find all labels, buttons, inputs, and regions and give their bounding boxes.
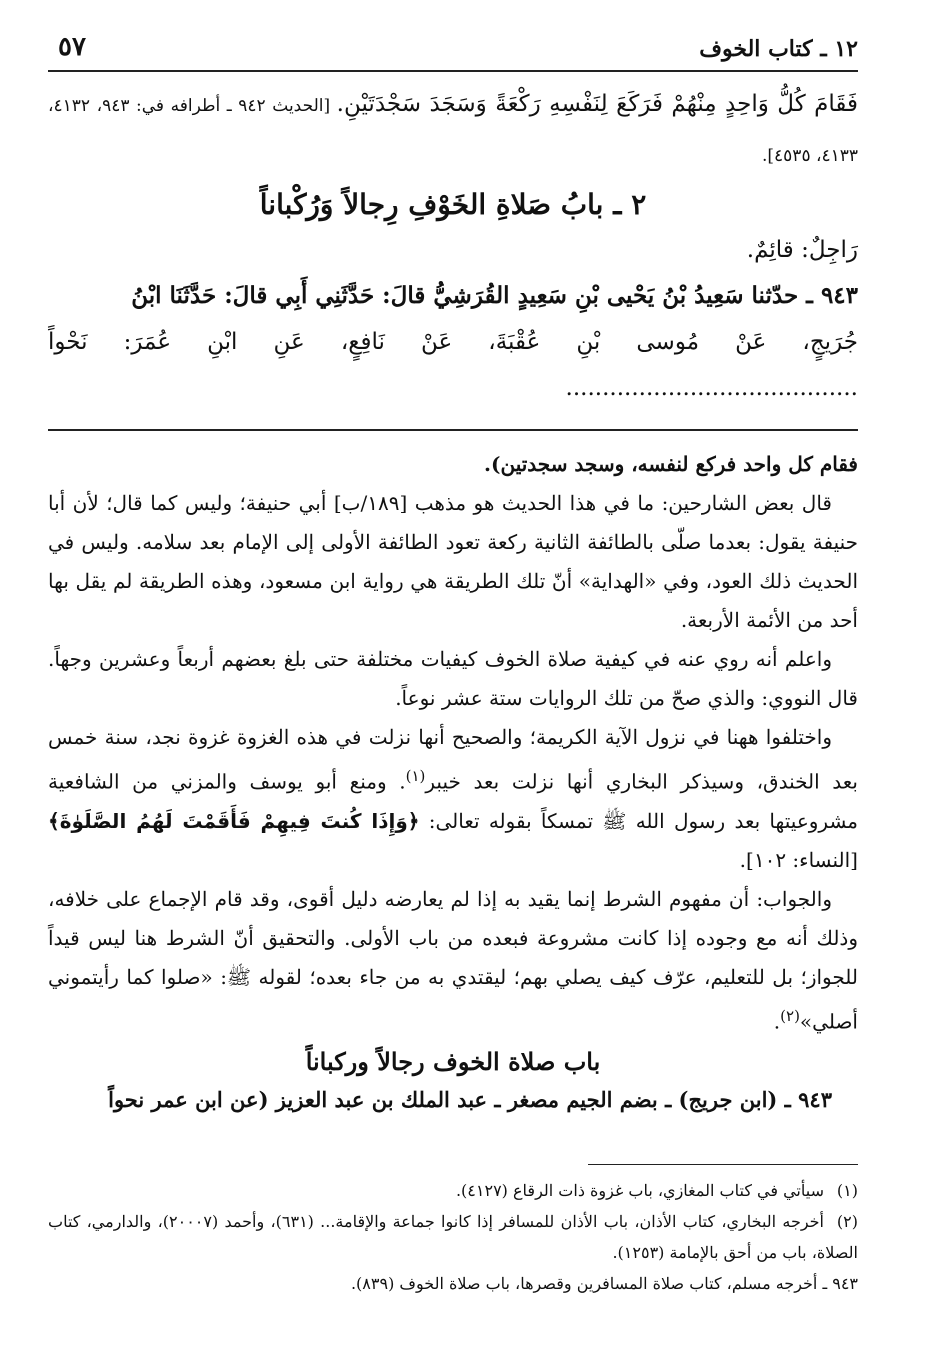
footnote-text: سيأتي في كتاب المغازي، باب غزوة ذات الرقاع (٤١٢٧). [455, 1181, 824, 1201]
chapter-title: ١٢ ـ كتاب الخوف [699, 36, 858, 62]
commentary-paragraph-2: واعلم أنه روي عنه في كيفية صلاة الخوف كيفيات مختلفة حتى بلغ بعضهم أربعاً وعشرين وجهاً. قال النووي: والذي صحّ من تلك الروايات ستة عشر نوعاً. [48, 647, 858, 710]
quran-quote: ﴿وَإِذَا كُنتَ فِيهِمْ فَأَقَمْتَ لَهُمُ الصَّلَوٰةَ﴾ [48, 808, 420, 833]
bab-title: ٢ ـ بابُ صَلاةِ الخَوْفِ رِجالاً وَرُكْباناً [259, 188, 647, 221]
commentary-p3-a: واختلفوا ههنا في نزول الآية الكريمة؛ والصحيح أنها نزلت في هذه الغزوة غزوة نجد، سنة خمس بعد الخندق، وسيذكر البخاري أنها نزلت بعد خيبر [48, 725, 858, 794]
hadith-943-line2-text: جُرَيجٍ، عَنْ مُوسى بْنِ عُقْبَةَ، عَنْ نَافِعٍ، عَنِ ابْنِ عُمَرَ: نَحْواً [48, 329, 858, 355]
footnote-ref-2[interactable]: (٢) [780, 1006, 800, 1025]
commentary-hadith-943: ٩٤٣ ـ (ابن جريج) ـ بضم الجيم مصغر ـ عبد الملك بن عبد العزيز (عن ابن عمر نحواً [108, 1087, 832, 1113]
hadith-943-line1: ٩٤٣ ـ حدّثنا سَعِيدُ بْنُ يَحْيى بْنِ سَعِيدٍ القُرَشِيُّ قالَ: حَدَّثَنِي أَبِي قالَ: حَدَّثَنَا ابْنُ [131, 282, 858, 309]
footnote-number: (١) [836, 1181, 858, 1201]
hadith-942-text: فَقَامَ كُلُّ وَاحِدٍ مِنْهُمْ فَرَكَعَ لِنَفْسِهِ رَكْعَةً وَسَجَدَ سَجْدَتَيْنِ. [336, 91, 858, 117]
hadith-942-tail [48, 80, 858, 180]
page-number: ٥٧ [58, 32, 86, 62]
hadith-943-line2 [48, 319, 858, 411]
footnotes [48, 1175, 858, 1299]
commentary-paragraph-1: قال بعض الشارحين: ما في هذا الحديث هو مذهب [١٨٩/ب] أبي حنيفة؛ وليس كما قال؛ لأن أبا حنيفة يقول: بعدما صلّى بالطائفة الثانية ركعة تعود الطائفة الأولى إلى الإمام بعد سلامه. وليس في الحديث ذلك العود، وفي «الهداية» أنّ تلك الطريقة هي رواية ابن مسعود، وهذه الطريقة لم يقل بها أحد من الأئمة الأربعة. [48, 491, 858, 632]
commentary-p3-c: [النساء: ١٠٢]. [739, 847, 858, 872]
commentary-p3-b: . ومنع أبو يوسف والمزني من الشافعية مشروعيتها بعد رسول الله ﷺ تمسكاً بقوله تعالى: [48, 769, 859, 833]
rajil-definition: رَاجِلٌ: قائِمٌ. [746, 237, 858, 263]
footnote-separator [588, 1164, 858, 1165]
commentary-p4-a: والجواب: أن مفهوم الشرط إنما يقيد به إذا لم يعارضه دليل أقوى، وقد قام الإجماع على خلافه، وذلك أنه مع وجوده إذا كانت مشروعة فبعده من باب الأولى. والتحقيق أنّ الشرط هنا ليس قيداً للجواز؛ بل للتعليم، عرّف كيف يصلي بهم؛ ليقتدي به من جاء بعده؛ لقوله ﷺ: «صلوا كما رأيتموني أصلي» [48, 886, 858, 1034]
commentary-bab-title: باب صلاة الخوف رجالاً وركباناً [305, 1047, 601, 1077]
commentary-p4-b: . [773, 1009, 781, 1034]
commentary [48, 445, 858, 1041]
hadith-943-dots: ........................................ [565, 375, 858, 401]
commentary-separator [48, 429, 858, 431]
commentary-lead: فقام كل واحد فركع لنفسه، وسجد سجدتين). [484, 452, 858, 476]
commentary-paragraph-4 [48, 880, 858, 1042]
footnote-2 [48, 1206, 858, 1268]
footnote-text: ٩٤٣ ـ أخرجه مسلم، كتاب صلاة المسافرين وقصرها، باب صلاة الخوف (٨٣٩). [350, 1274, 858, 1294]
commentary-paragraph-3 [48, 718, 858, 880]
footnote-3 [48, 1268, 858, 1299]
footnote-text: أخرجه البخاري، كتاب الأذان، باب الأذان للمسافر إذا كانوا جماعة والإقامة... (٦٣١)، وأحمد (٢٠٠٠٧)، والدارمي، كتاب الصلاة، باب من أحق بالإمامة (١٢٥٣). [48, 1212, 858, 1263]
book-page [48, 30, 858, 1299]
footnote-ref-1[interactable]: (١) [405, 767, 426, 785]
page-header [48, 30, 858, 72]
footnote-1 [48, 1175, 858, 1206]
hadith-942-ref: [الحديث ٩٤٢ ـ أطرافه في: ٩٤٣، ٤١٣٢، ٤١٣٣، ٤٥٣٥]. [48, 96, 858, 166]
footnote-number: (٢) [836, 1212, 859, 1232]
